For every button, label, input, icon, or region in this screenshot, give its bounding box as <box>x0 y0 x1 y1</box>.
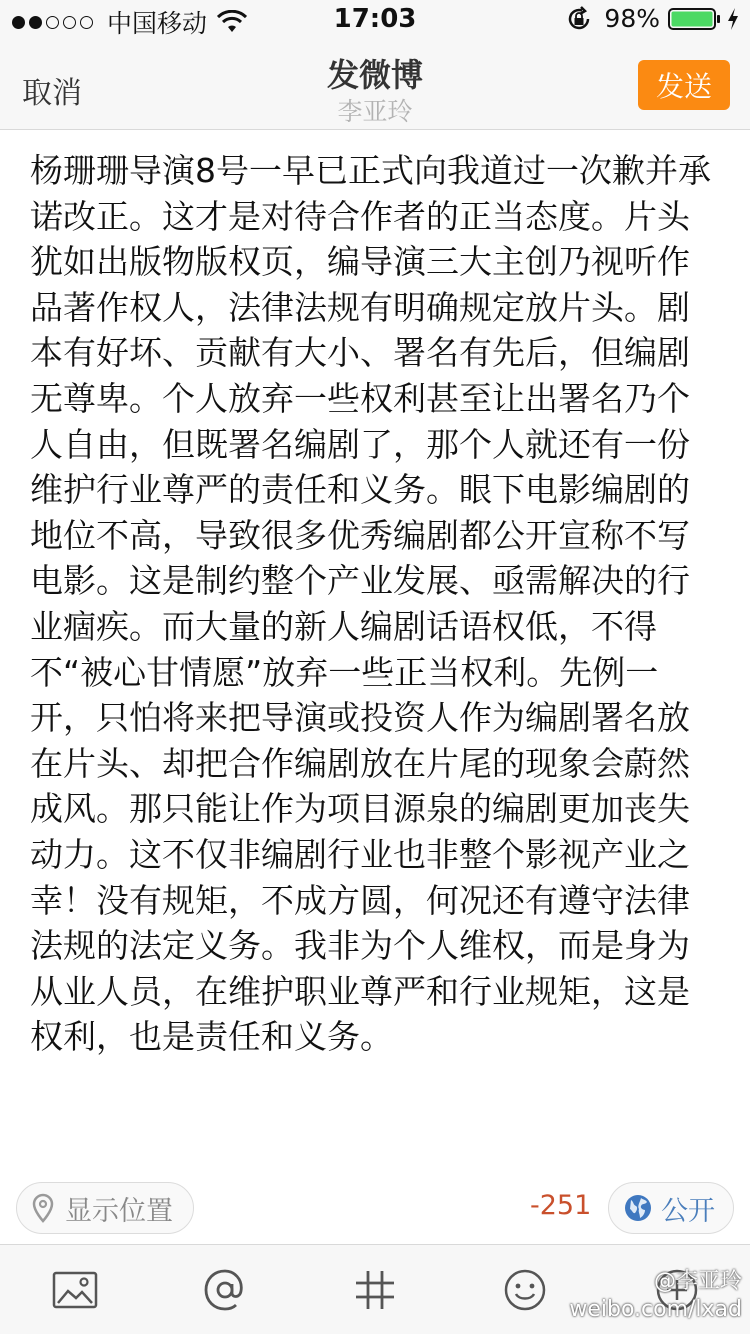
hashtag-icon <box>350 1265 400 1315</box>
show-location-button[interactable] <box>16 1182 194 1234</box>
page-title: 发微博 <box>326 56 423 94</box>
weibo-watermark <box>569 1268 742 1324</box>
image-icon <box>50 1265 100 1315</box>
account-name: 李亚玲 <box>337 97 413 126</box>
status-bar <box>0 0 750 40</box>
battery-icon <box>668 7 722 31</box>
send-button[interactable]: 发送 <box>638 60 730 110</box>
mention-icon <box>200 1265 250 1315</box>
charging-bolt-icon <box>726 7 740 31</box>
post-text-area[interactable]: 杨珊珊导演8号一早已正式向我道过一次歉并承诺改正。这才是对待合作者的正当态度。片头犹如出版物版权页，编导演三大主创乃视听作品著作权人，法律法规有明确规定放片头。剧本有好坏、贡献有大小、署名有先后，但编剧无尊卑。个人放弃一些权利甚至让出署名乃个人自由，但既署名编剧了，那个人就还有一份维护行业尊严的责任和义务。眼下电影编剧的地位不高，导致很多优秀编剧都公开宣称不写电影。这是制约整个产业发展、亟需解决的行业痼疾。而大量的新人编剧话语权低，不得不“被心甘情愿”放弃一些正当权利。先例一开，只怕将来把导演或投资人作为编剧署名放在片头、却把合作编剧放在片尾的现象会蔚然成风。那只能让作为项目源泉的编剧更加丧失动力。这不仅非编剧行业也非整个影视产业之幸！没有规矩，不成方圆，何况还有遵守法律法规的法定义务。我非为个人维权，而是身为从业人员，在维护职业尊严和行业规矩，这是权利，也是责任和义务。 <box>30 151 711 1057</box>
status-time: 17:03 <box>333 4 417 34</box>
emoji-icon <box>500 1265 550 1315</box>
watermark-handle: @李亚玲 <box>653 1269 742 1294</box>
globe-icon <box>623 1193 653 1223</box>
mention-button[interactable] <box>200 1265 250 1315</box>
show-location-label: 显示位置 <box>65 1195 173 1227</box>
insert-image-button[interactable] <box>50 1265 100 1315</box>
location-pin-icon <box>29 1193 57 1223</box>
rotation-lock-icon <box>566 6 592 32</box>
char-count: -251 <box>530 1190 592 1221</box>
cancel-button[interactable]: 取消 <box>22 68 82 112</box>
emoji-button[interactable] <box>500 1265 550 1315</box>
watermark-url: weibo.com/lxad <box>569 1297 742 1322</box>
nav-bar <box>0 40 750 130</box>
visibility-button[interactable] <box>608 1182 734 1234</box>
battery-percentage: 98% <box>604 4 660 33</box>
carrier-label: 中国移动 <box>107 9 208 38</box>
visibility-label: 公开 <box>661 1195 715 1227</box>
hashtag-button[interactable] <box>350 1265 400 1315</box>
